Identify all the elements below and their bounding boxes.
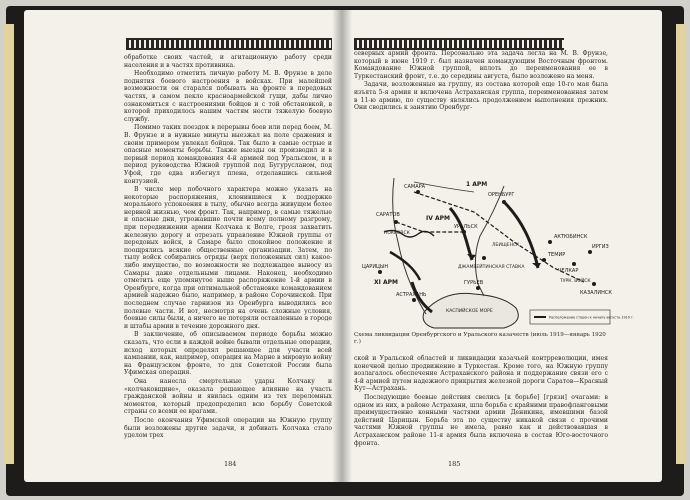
offensive-arrow [450, 208, 472, 260]
city-marker [548, 240, 552, 244]
map-label: ЧЕЛКАР [558, 268, 579, 274]
paragraph: Необходимо отметить личную работу М. В. Фрунзе в деле поднятия боевого настроения в войсках. При малейшей возможности он старался побывать на фронте в передовых частях, в самом пекле красноармейской гущи, дабы лично ознакомиться с настроениями бойцов и с той обстановкой, в которой приходилось нашим частям нести тяжелую боевую службу. [124, 70, 332, 123]
page-number: 185 [448, 460, 461, 468]
city-marker [588, 250, 592, 254]
city-marker [482, 256, 486, 260]
page-number: 184 [224, 460, 237, 468]
paragraph: Задачи, возложенные на группу, из состава которой еще 10-го мая была изъята 5-я армия и включена Астраханская группа, переименованная затем в 11-ю армию, по существу являлись продолжением выполнения прежних. Они сводились к занятию Оренбург- [354, 81, 608, 112]
map-label: КАСПИЙСКОЕ МОРЕ [446, 309, 493, 314]
map-label: САМАРА [404, 184, 426, 190]
cover-edge-right [676, 24, 686, 464]
city-marker [476, 286, 480, 290]
map-label: ПОКРОВСК [384, 231, 410, 236]
paragraph: обработке своих частей, и агитационную работу среди населения и в частях противника. [124, 54, 332, 69]
map-label: КАЗАЛИНСК [580, 290, 612, 296]
city-marker [416, 190, 420, 194]
map-label: ЛБИЩЕНСК [492, 243, 520, 248]
page-header-ornament [126, 38, 332, 50]
city-marker [572, 262, 576, 266]
offensive-arrow [390, 252, 420, 280]
right-page-text-top [354, 50, 608, 113]
map-drawing [354, 172, 634, 328]
offensive-arrow [504, 202, 538, 268]
paragraph: Она нанесла смертельные удары Колчаку и «колчаковщине», оказала решающее влияние на участь гражданской войны и явилась одним из тех переломных моментов, который предопределил всю борьбу Советской страны со всеми ее врагами. [124, 377, 332, 416]
paragraph: ской и Уральской областей и ликвидации казачьей контрреволюции, имея конечной целью продвижение в Туркестан. Кроме того, на Южную группу возлагалось обеспечение Астраханского района и поддержание связи его с 4-й армией путем надежного прикрытия железной дороги Саратов—Красный Кут—Астрахань. [354, 355, 608, 393]
right-page [342, 10, 662, 482]
map-label: ИРГИЗ [592, 244, 609, 250]
map-label: ГУРЬЕВ [464, 280, 484, 286]
city-marker [412, 298, 416, 302]
paragraph: Последующие боевые действия свелись [к борьбе] [грязи] очагами: в одном из них, в районе Астрахани, шла борьба с крайними правофланговыми преимущественно конными частями армии Деникина, имевшими базой действий Царицын. Борьба эта по существу никакой связи с прочими частями Южной группы не имела, равно как и действовавшая в Астраханском районе 11-я армия была включена в состав Юго-восточного фронта. [354, 393, 608, 447]
right-page-text-bottom [354, 355, 608, 448]
left-page [24, 10, 342, 482]
map-legend-text: Расположение сторон к началу августа 1919 г. [549, 315, 634, 320]
map-label: УРАЛЬСК [454, 224, 478, 230]
map-label: ЦАРИЦЫН [362, 264, 389, 270]
map-label: ТЕМИР [548, 252, 566, 258]
city-marker [542, 258, 546, 262]
map-label: АСТРАХАНЬ [396, 292, 427, 298]
map-label: 1 АРМ [466, 181, 488, 188]
left-page-text [124, 54, 332, 441]
city-marker [592, 282, 596, 286]
city-marker [502, 200, 506, 204]
campaign-map [354, 172, 634, 328]
map-caption: Схема ликвидации Оренбургского и Уральского казачеств (июль 1919—январь 1920 г.) [354, 332, 606, 345]
paragraph: В числе мер побочного характера можно указать на некоторые распоряжения, клонившиеся к поддержке морального успокоения в тылу, обычно всегда живущем более нервной жизнью, чем фронт. Так, например, в самые тяжелые и опасные дни, угрожавшие почти всему полному разгрому, при передвижении армии Колчака к Волге, грозя захватить железную дорогу и отрезать управление Южной группы от передовых войск, в Самаре было спокойное положение и поощрялись всякие общественные организации. Затем, по тылу войск собирались отряды (верх положенных сил) какое-либо имущество, по возможности не подлежащее выносу из Самары даже отдельными лицами. Наконец, необходимо отметить еще упомянутое выше распоряжение 1-й армии в Оренбурге, когда при оптимальной обстановке командованием армией надежно было, например, в районе Сорочинской. При последнем случае гарнизон из Оренбурга выводились все полевые части. И вот, несмотря на очень сложные условия, боевые силы были, а ничего не потеряли оставленные в городе и штабы армии в течение дорожного дня. [124, 186, 332, 330]
arrow-head [467, 254, 476, 260]
paragraph: Помимо таких поездок в перерывы боев или перед боем, М. В. Фрунзе и в нужные минуты выезжал на поле сражения и своим примером увлекал бойцов. Так было в самые острые и опасные моменты борьбы. Также выезды он производил и в первый период командования 4-й армией под Уральском, и в период руководства Южной группой под Бугурусланом, под Уфой, где едва избегнул плена, отделавшись сильной контузией. [124, 124, 332, 185]
paragraph: северных армий фронта. Персонально эта задача легла на М. В. Фрунзе, который в июне 1919 г. был назначен командующим Восточным фронтом. Командование Южной группой, вплоть до переименования ее в Туркестанский фронт, т.е. до середины августа, было возложено на меня. [354, 50, 608, 80]
city-marker [462, 230, 466, 234]
cover-edge-left [4, 24, 14, 464]
paragraph: После окончания Уфимской операции на Южную группу были возложены другие задачи, и добивать Колчака стало уделом трех [124, 416, 332, 440]
map-label: XI АРМ [374, 279, 398, 286]
paragraph: В заключение, об описываемом периоде борьбы можно сказать, что если в каждой войне бывали отдельные операции, исход которых определял решающее для участи всей кампании, как, например, операция на Марне в мировую войну на Французском фронте, то для Советской России была Уфимская операция. [124, 331, 332, 377]
city-marker [394, 220, 398, 224]
map-label: САРАТОВ [376, 212, 400, 218]
city-marker [378, 270, 382, 274]
page-header-ornament [354, 38, 564, 50]
map-label: ДЖАМБЕЙТИНСКАЯ СТАВКА [458, 265, 525, 270]
book-gutter-shadow [332, 10, 352, 482]
map-label: IV АРМ [426, 215, 450, 222]
map-label: ОРЕНБУРГ [488, 192, 515, 198]
map-label: АКТЮБИНСК [554, 234, 588, 240]
map-label: ТУРК. ВОЙСК [560, 279, 591, 284]
